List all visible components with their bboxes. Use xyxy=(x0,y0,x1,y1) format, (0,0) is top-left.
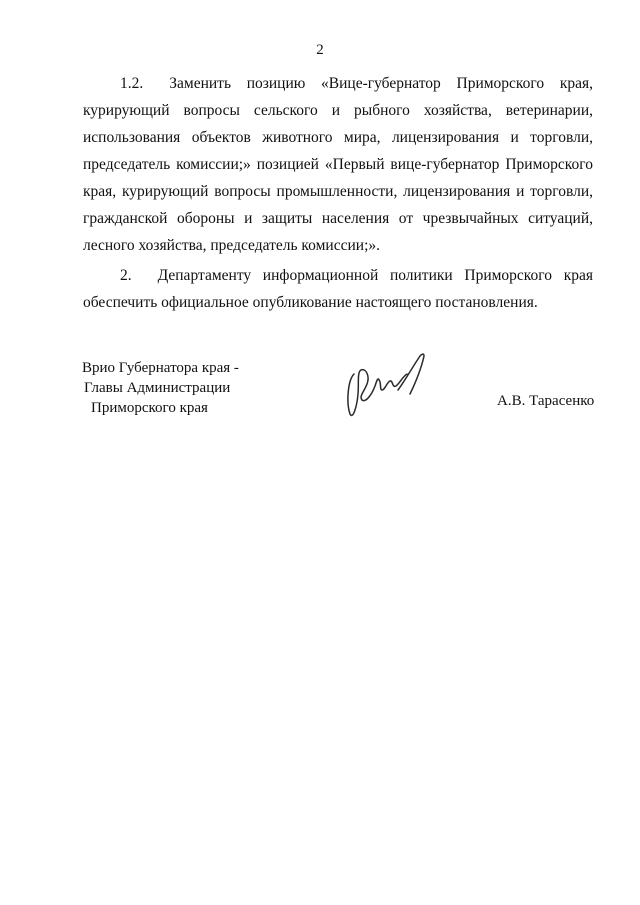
paragraph-2 xyxy=(83,262,593,316)
handwritten-signature xyxy=(340,346,436,424)
paragraph-1-2 xyxy=(83,70,593,259)
signer-name: А.В. Тарасенко xyxy=(497,393,595,409)
paragraph-number: 2. xyxy=(120,267,132,284)
position-line: Главы Администрации xyxy=(84,380,231,396)
position-line: Приморского края xyxy=(91,400,208,416)
signature-stroke xyxy=(398,354,424,394)
position-line: Врио Губернатора края - xyxy=(82,360,239,376)
page-number: 2 xyxy=(316,42,324,58)
paragraph-text: Заменить позицию «Вице-губернатор Приморского края, курирующий вопросы сельского и рыбного хозяйства, ветеринарии, использования объектов животного мира, лицензирования и торговли, председатель комиссии;» позицией «Первый вице-губернатор Приморского края, курирующий вопросы промышленности, лицензирования и торговли, гражданской обороны и защиты населения от чрезвычайных ситуаций, лесного хозяйства, председатель комиссии;». xyxy=(83,75,593,254)
document-body xyxy=(83,70,593,316)
signature-stroke xyxy=(348,370,407,416)
paragraph-text: Департаменту информационной политики Приморского края обеспечить официальное опубликование настоящего постановления. xyxy=(83,267,593,311)
signatory-position xyxy=(82,358,239,418)
paragraph-number: 1.2. xyxy=(120,75,144,92)
